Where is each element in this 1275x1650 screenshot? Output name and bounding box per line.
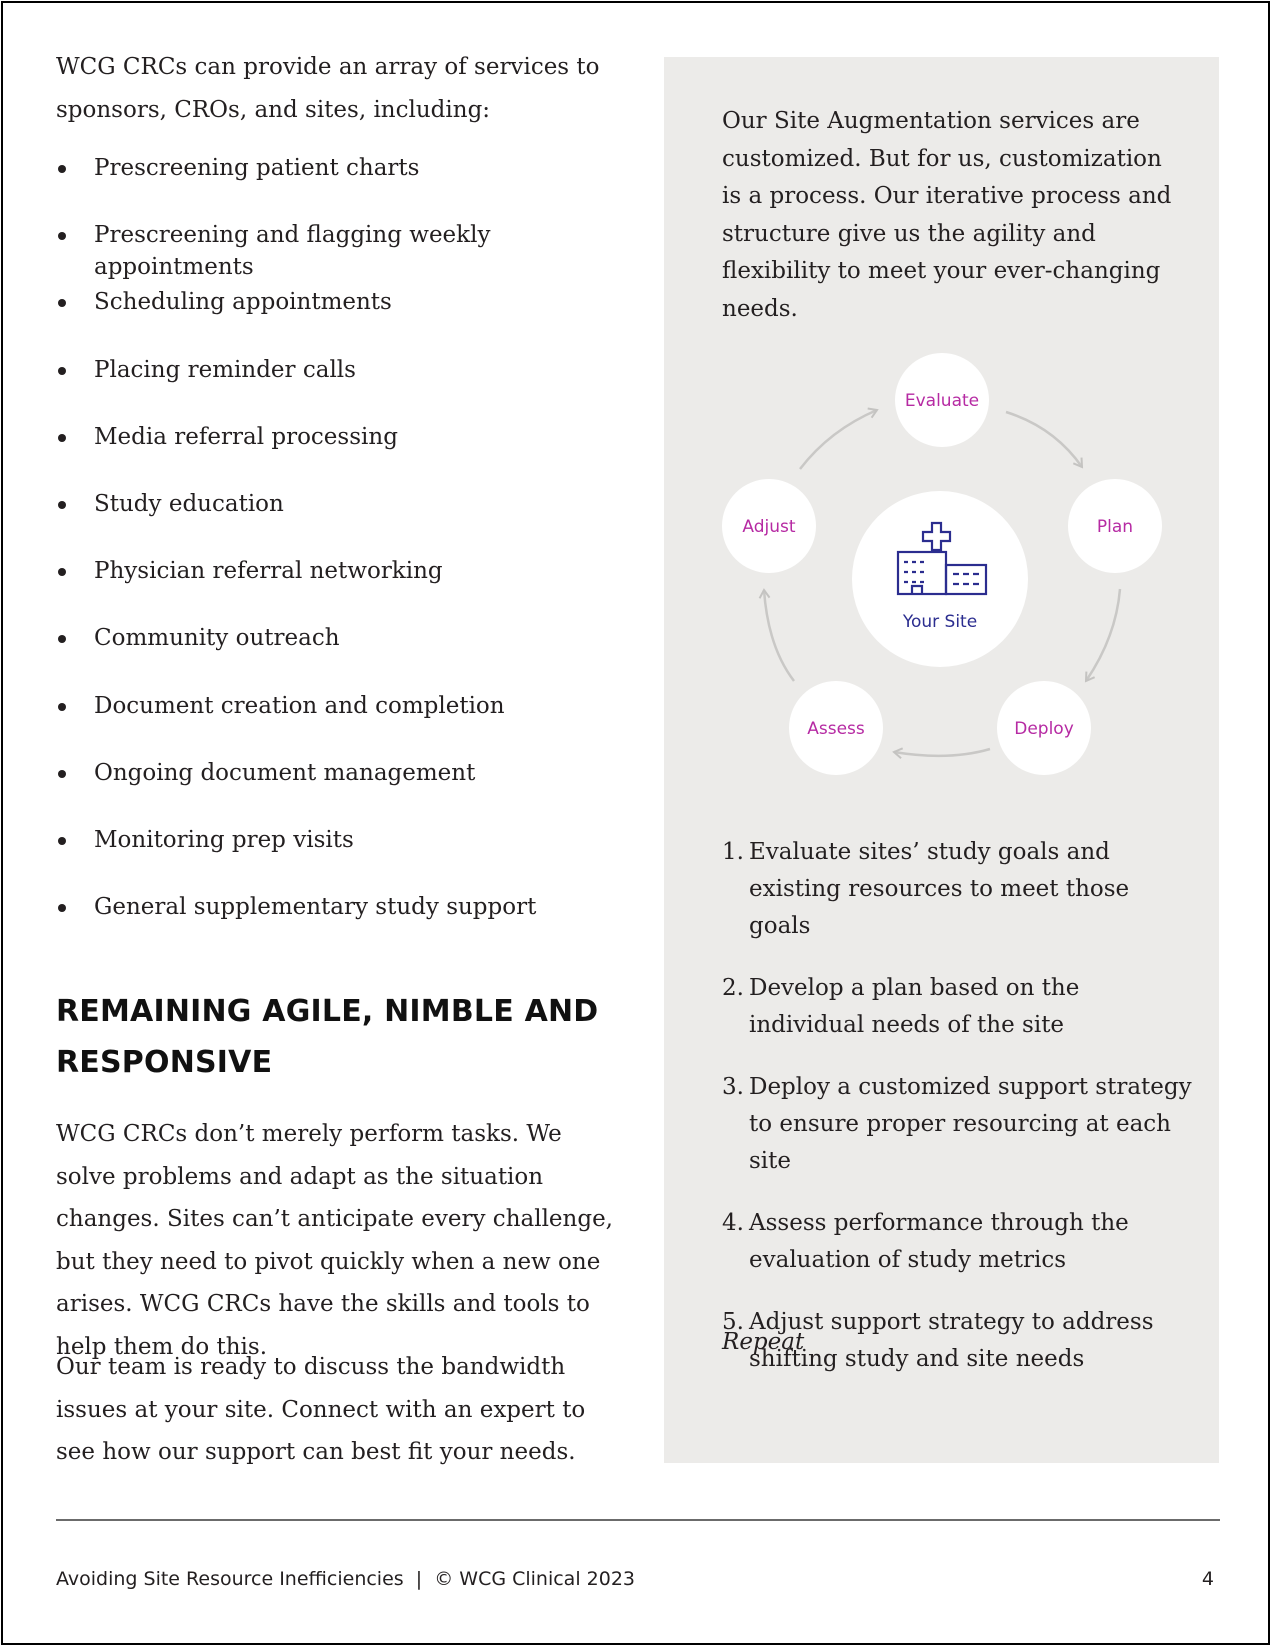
step-number: 4. — [722, 1210, 744, 1236]
list-item: Ongoing document management — [56, 757, 656, 824]
list-item: Community outreach — [56, 622, 656, 689]
bullet-icon — [58, 568, 66, 576]
bullet-icon — [58, 299, 66, 307]
bullet-icon — [58, 904, 66, 912]
bullet-icon — [58, 501, 66, 509]
center-node — [852, 491, 1028, 667]
arrow-evaluate-to-plan — [1006, 412, 1082, 467]
bullet-icon — [58, 770, 66, 778]
assess-label: Assess — [807, 719, 865, 739]
left-column — [56, 46, 656, 958]
deploy-label: Deploy — [1014, 719, 1074, 739]
step-number: 3. — [722, 1074, 744, 1100]
arrow-assess-to-adjust — [764, 590, 794, 681]
page-footer — [56, 1568, 1220, 1590]
step-number: 5. — [722, 1309, 744, 1335]
intro-paragraph: WCG CRCs can provide an array of services to sponsors, CROs, and sites, including: — [56, 54, 600, 123]
list-item: Placing reminder calls — [56, 354, 656, 421]
bullet-icon — [58, 434, 66, 442]
arrow-plan-to-deploy — [1086, 589, 1120, 681]
list-item: Prescreening and flagging weekly appointments — [56, 219, 656, 286]
center-label: Your Site — [902, 612, 978, 632]
sidebar-intro: Our Site Augmentation services are customized. But for us, customization is a process. Our iterative process and structure give us the agility and flexibility to meet your ever-changing needs. — [722, 108, 1172, 322]
body-paragraph-2: Our team is ready to discuss the bandwidth issues at your site. Connect with an expert to see how our support can best fit your needs. — [56, 1354, 586, 1465]
bullet-icon — [58, 703, 66, 711]
step-number: 2. — [722, 975, 744, 1001]
footer-divider — [56, 1519, 1220, 1521]
arrow-adjust-to-evaluate — [800, 410, 877, 469]
adjust-label: Adjust — [742, 517, 796, 537]
bullet-icon — [58, 367, 66, 375]
repeat-label: Repeat — [722, 1329, 805, 1355]
list-item: 4. Assess performance through the evaluation of study metrics — [722, 1205, 1192, 1279]
list-item: 1. Evaluate sites’ study goals and existing resources to meet those goals — [722, 834, 1192, 945]
list-item: Scheduling appointments — [56, 286, 656, 353]
footer-text: Avoiding Site Resource Inefficiencies | © WCG Clinical 2023 — [56, 1568, 635, 1590]
list-item: Prescreening patient charts — [56, 152, 656, 219]
arrow-deploy-to-assess — [894, 749, 990, 756]
process-steps — [722, 834, 1192, 1403]
section-heading: REMAINING AGILE, NIMBLE AND RESPONSIVE — [56, 994, 599, 1080]
list-item: Monitoring prep visits — [56, 824, 656, 891]
evaluate-label: Evaluate — [904, 391, 980, 411]
plan-label: Plan — [1096, 517, 1134, 537]
list-item: Media referral processing — [56, 421, 656, 488]
list-item: 3. Deploy a customized support strategy to ensure proper resourcing at each site — [722, 1069, 1192, 1180]
body-paragraph-1: WCG CRCs don’t merely perform tasks. We solve problems and adapt as the situation changes. Sites can’t anticipate every challenge, but they need to pivot quickly when a new one arises. WCG CRCs have the skills and tools to help them do this. — [56, 1121, 613, 1360]
list-item: Document creation and completion — [56, 690, 656, 757]
bullet-icon — [58, 635, 66, 643]
bullet-icon — [58, 165, 66, 173]
step-number: 1. — [722, 839, 744, 865]
bullet-icon — [58, 837, 66, 845]
process-cycle-diagram — [664, 57, 1219, 837]
list-item: General supplementary study support — [56, 891, 656, 958]
list-item: 2. Develop a plan based on the individual needs of the site — [722, 970, 1192, 1044]
page-number: 4 — [1201, 1568, 1214, 1590]
services-list — [56, 152, 656, 958]
list-item: Study education — [56, 488, 656, 555]
list-item: 5. Adjust support strategy to address shifting study and site needs — [722, 1304, 1192, 1378]
list-item: Physician referral networking — [56, 555, 656, 622]
bullet-icon — [58, 232, 66, 240]
process-sidebar — [664, 57, 1219, 1463]
